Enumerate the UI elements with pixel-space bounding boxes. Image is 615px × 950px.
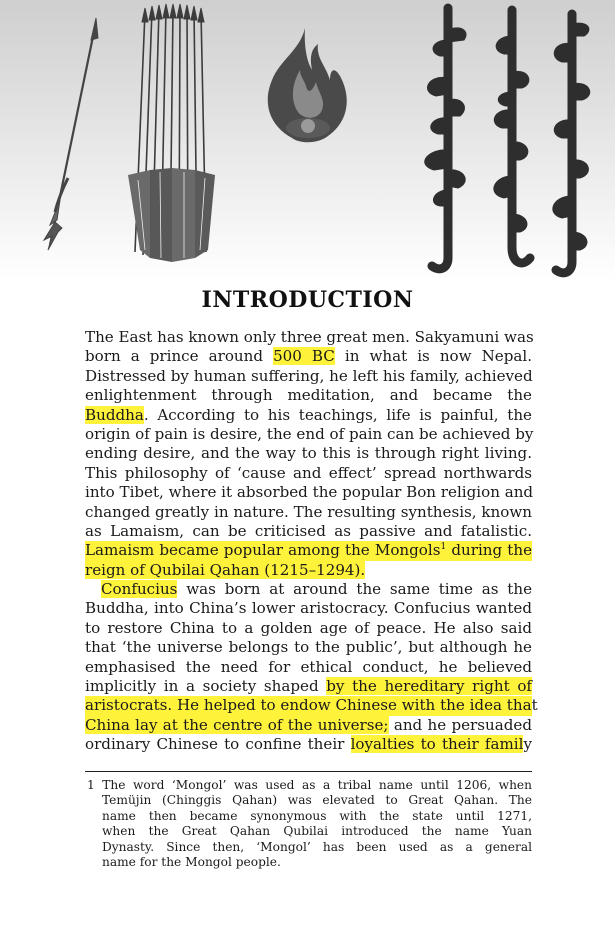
header-illustration (0, 0, 615, 280)
highlight-line: Lamaism became popular among the Mongols$^1$ during the (85, 541, 533, 560)
highlight: 500 BC (273, 347, 335, 366)
text-line: The East has known only three great men. Sakyamuni was (85, 328, 534, 346)
footnote-line: name for the Mongol people. (102, 854, 281, 869)
text-line: Buddha. According to his teachings, life is painful, the (85, 405, 532, 424)
text-line: born a prince around 500 BC in what is now Nepal. (85, 347, 533, 366)
text-line: to restore China to a golden age of peace. He also said (85, 618, 532, 637)
highlight: by the hereditary right of (326, 677, 532, 696)
footnote-divider (85, 771, 532, 772)
text-line: enlightenment through meditation, and became the (85, 386, 532, 405)
highlight: Confucius (101, 580, 178, 599)
text-line (85, 561, 532, 580)
page-title: INTRODUCTION (201, 287, 414, 313)
text-line: as Lamaism, can be criticised as passive and fatalistic. (85, 521, 532, 540)
footnote-line: 1 The word ‘Mongol’ was used as a tribal name until 1206, when (87, 778, 532, 792)
text-line: changed greatly in nature. The resulting synthesis, known (85, 502, 532, 521)
text-line: This philosophy of ‘cause and effect’ spread northwards (85, 463, 532, 482)
highlight: China lay at the centre of the universe; (85, 715, 389, 734)
highlight: reign of Qubilai Qahan (1215–1294). (85, 560, 366, 579)
text-line: into Tibet, where it absorbed the popular Bon religion and (85, 483, 534, 502)
footnote (87, 778, 532, 870)
text-line: implicitly in a society shaped by the hereditary right of (85, 677, 532, 696)
footnote-line: Dynasty. Since then, ‘Mongol’ has been used as a general (102, 839, 532, 854)
highlight: loyalties to their famil (350, 735, 524, 754)
footnote-line: when the Great Qahan Qubilai introduced the name Yuan (102, 824, 532, 839)
text-line: origin of pain is desire, the end of pain can be achieved by (85, 424, 534, 443)
highlight-line: aristocrats. He helped to endow Chinese with the idea that (85, 696, 538, 715)
highlight: Buddha (85, 405, 144, 424)
text-line: ordinary Chinese to confine their loyalties to their family (85, 735, 532, 754)
text-line: Buddha, into China’s lower aristocracy. Confucius wanted (85, 599, 532, 618)
text-line: that ‘the universe belongs to the public’, but although he (85, 638, 532, 657)
footnote-line: name then became synonymous with the state until 1271, (102, 808, 532, 823)
footnote-ref[interactable]: 1 (440, 542, 447, 553)
text-line: China lay at the centre of the universe; and he persuaded (85, 715, 532, 734)
text-line: Confucius was born at around the same time as the (101, 580, 532, 599)
text-line: Distressed by human suffering, he left his family, achieved (85, 366, 533, 385)
text-line: emphasised the need for ethical conduct, he believed (85, 657, 532, 676)
text-line: ending desire, and the way to this is through right living. (85, 444, 532, 463)
footnote-line: Temüjin (Chinggis Qahan) was elevated to Great Qahan. The (102, 793, 532, 808)
body-text (85, 328, 538, 755)
